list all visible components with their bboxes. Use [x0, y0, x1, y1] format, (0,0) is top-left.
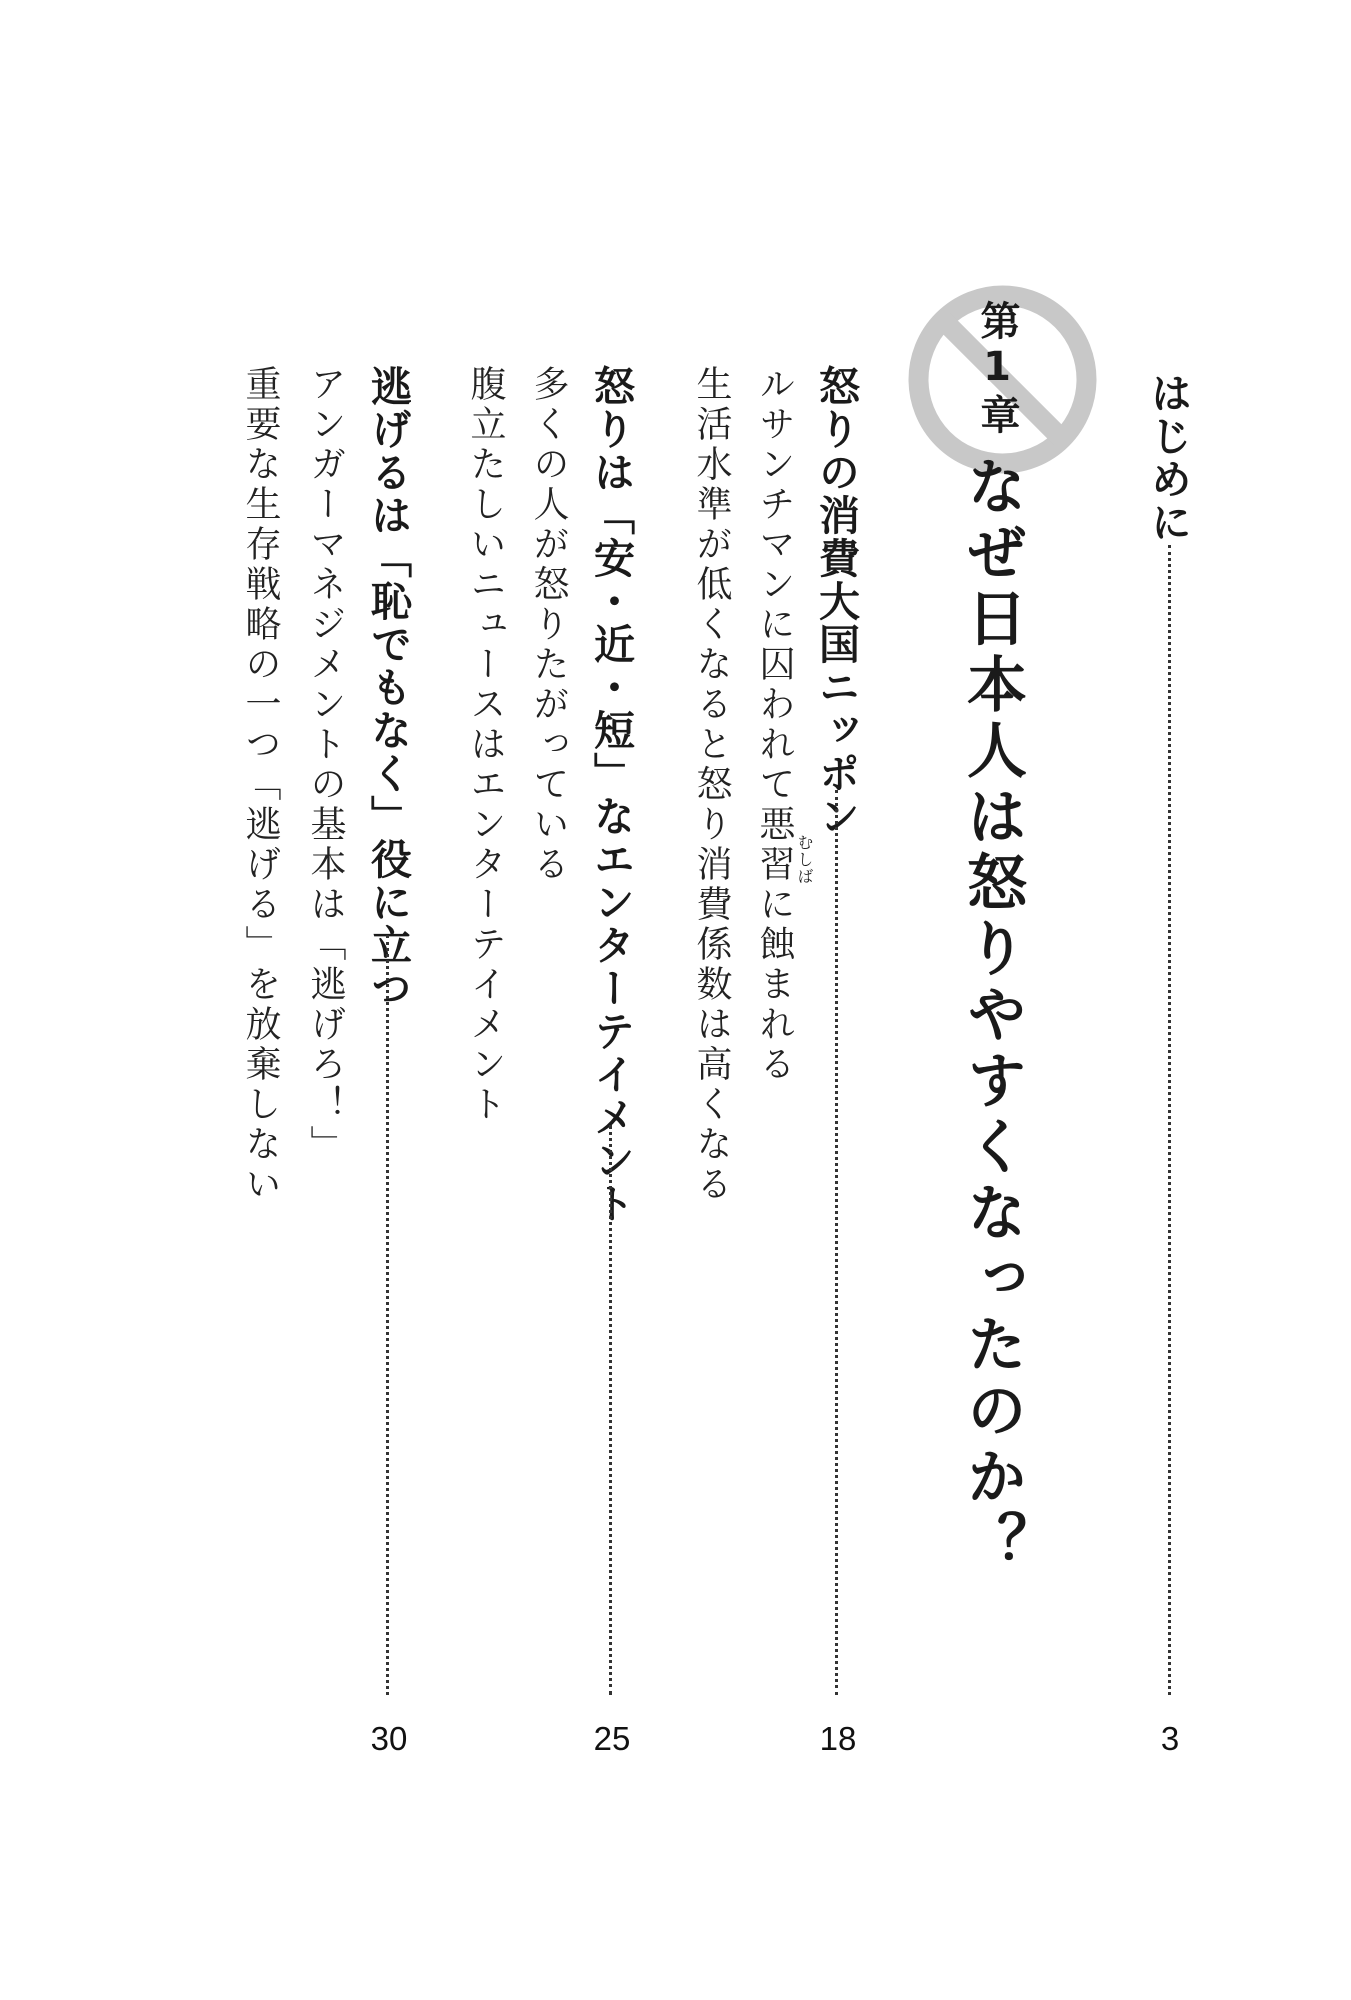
chapter-title: なぜ日本人は怒りやすくなったのか？ — [957, 455, 1027, 1577]
page-number-section-1: 18 — [819, 1720, 857, 1757]
dot-leader-section-3 — [386, 935, 389, 1695]
furigana-mushiba: むしば — [795, 834, 814, 885]
toc-section-3[interactable]: 逃げるは「恥でもなく」役に立つ — [364, 365, 412, 1010]
chapter-label: 第1章 — [974, 300, 1020, 438]
toc-entry-intro[interactable]: はじめに — [1144, 372, 1192, 544]
toc-item-1-2: 生活水準が低くなると怒り消費係数は高くなる — [691, 365, 732, 1205]
toc-section-2[interactable]: 怒りは「安・近・短」なエンターテイメント — [587, 365, 635, 1225]
toc-item-1-1: ルサンチマンに囚われて悪習に蝕まれる — [754, 365, 795, 1085]
dot-leader-section-1 — [835, 790, 838, 1695]
toc-section-1[interactable]: 怒りの消費大国ニッポン — [812, 365, 860, 838]
page-number-section-3: 30 — [370, 1720, 408, 1757]
page-number-section-2: 25 — [593, 1720, 631, 1757]
toc-item-3-1: アンガーマネジメントの基本は「逃げろ！」 — [305, 365, 346, 1165]
toc-item-2-1: 多くの人が怒りたがっている — [528, 365, 569, 885]
chapter-badge — [905, 282, 1100, 477]
dot-leader-section-2 — [609, 1125, 612, 1695]
dot-leader-intro — [1168, 545, 1171, 1695]
toc-item-3-2: 重要な生存戦略の一つ「逃げる」を放棄しない — [240, 365, 281, 1205]
page-number-intro: 3 — [1160, 1720, 1180, 1757]
toc-item-2-2: 腹立たしいニュースはエンターテイメント — [465, 365, 506, 1125]
